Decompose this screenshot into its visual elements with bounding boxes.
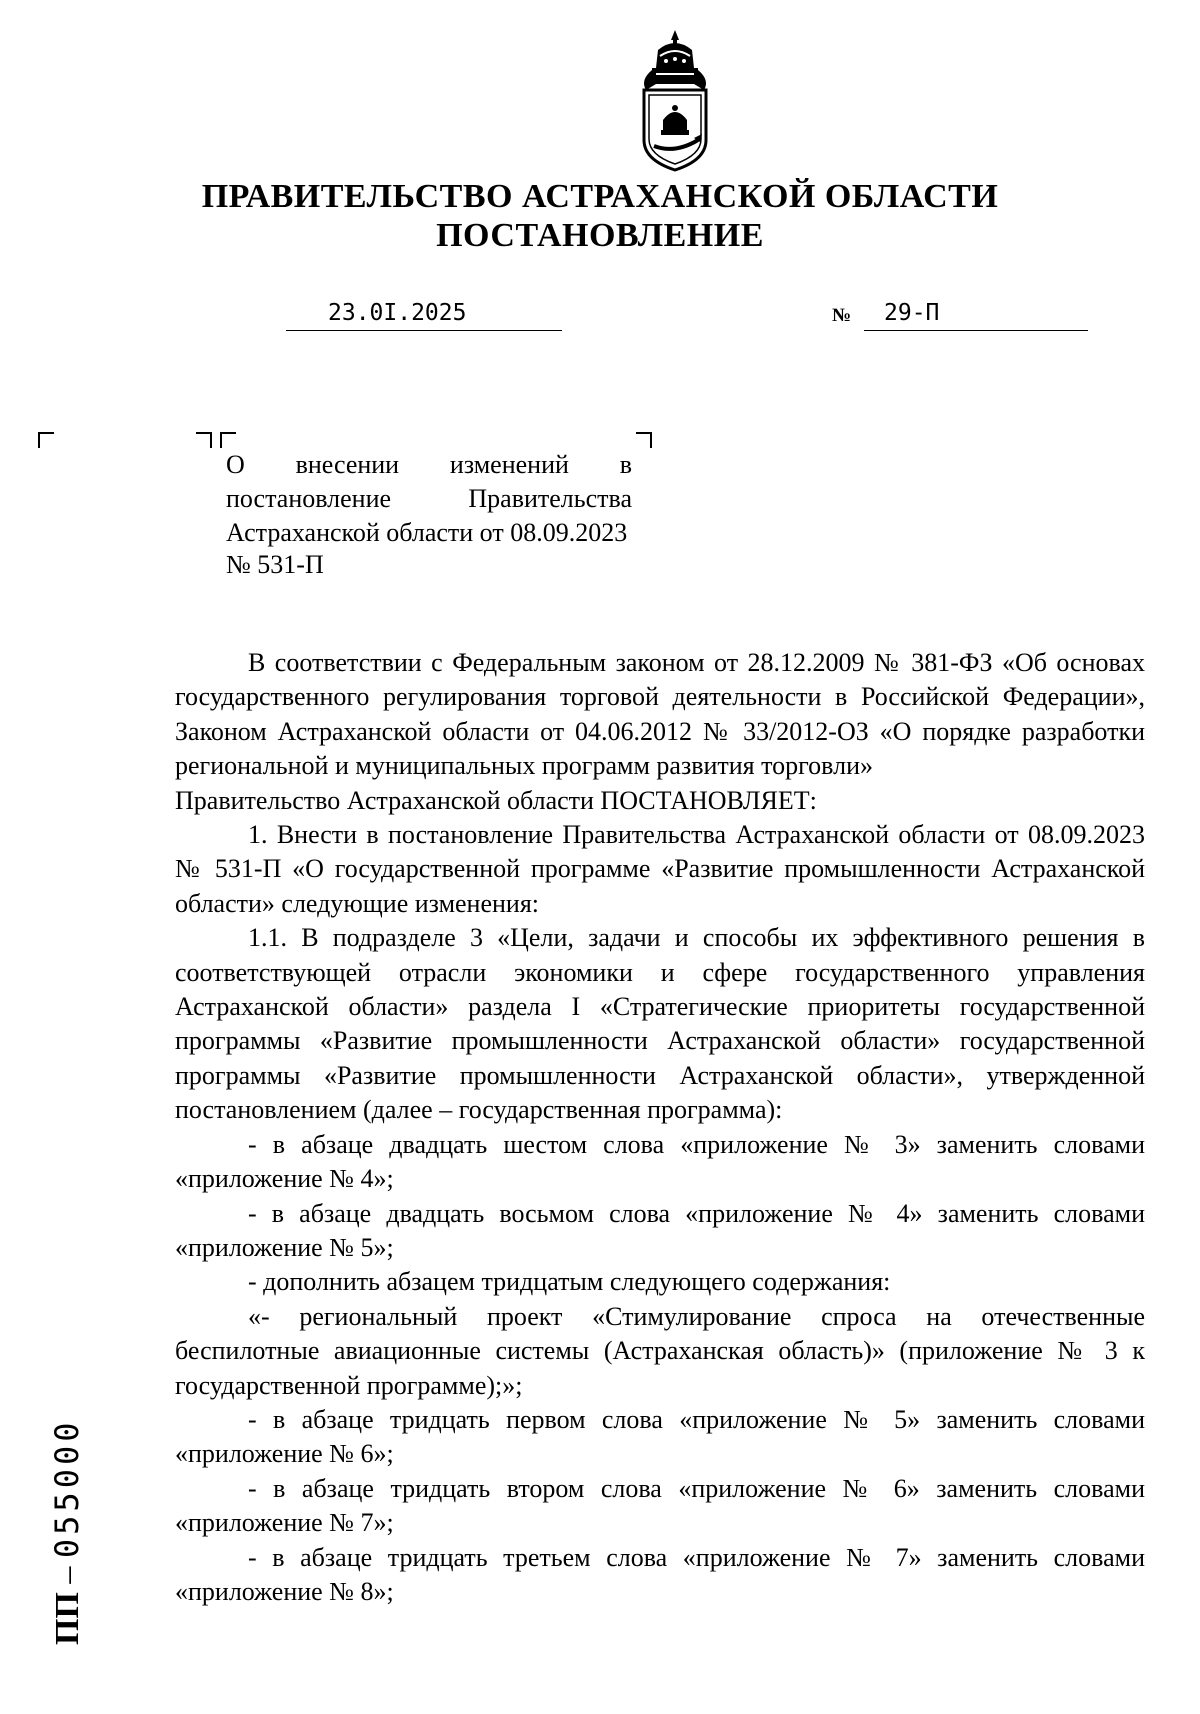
government-title: ПРАВИТЕЛЬСТВО АСТРАХАНСКОЙ ОБЛАСТИ <box>201 178 999 215</box>
number-field <box>864 300 1088 331</box>
resolves-paragraph: Правительство Астраханской области ПОСТАНОВЛЯЕТ: <box>175 785 817 815</box>
document-type-title: ПОСТАНОВЛЕНИЕ <box>436 217 764 254</box>
document-body <box>175 646 1145 1609</box>
item-1-1-paragraph: 1.1. В подразделе 3 «Цели, задачи и способы их эффективного решения в соответствующей отрасли экономики и сфере государственного управления Астраханской области» раздела I «Стратегические приоритеты государственной программы «Развитие промышленности Астраханской области» государственной программы «Развитие промышленности Астраханской области», утвержденной постановлением (далее – государственная программа): <box>175 923 1145 1125</box>
subject-corner-right <box>636 432 652 448</box>
form-serial: 055000 <box>48 1418 86 1559</box>
subject-text: О внесении изменений в постановление Правительства Астраханской области от 08.09.2023 <box>226 450 632 547</box>
quoted-addition: «- региональный проект «Стимулирование спроса на отечественные беспилотные авиационные системы (Астраханская область)» (приложение № 3 к государственной программе);»; <box>175 1301 1145 1400</box>
coat-of-arms-icon <box>630 28 720 178</box>
date-field <box>286 300 562 331</box>
preamble-paragraph: В соответствии с Федеральным законом от 28.12.2009 № 381-ФЗ «Об основах государственного регулирования торговой деятельности в Российской Федерации», Законом Астраханской области от 04.06.2012 № 33/2012-ОЗ «О порядке разработки региональной и муниципальных программ развития торговли» <box>175 648 1145 781</box>
form-series: ПП <box>49 1592 86 1645</box>
number-label: № <box>832 305 852 326</box>
amendment-item: - в абзаце двадцать восьмом слова «приложение № 4» заменить словами «приложение № 5»; <box>175 1198 1145 1262</box>
corner-mark-top-right <box>196 432 212 448</box>
document-number: 29-П <box>884 300 940 326</box>
amendment-item: - в абзаце тридцать первом слова «приложение № 5» заменить словами «приложение № 6»; <box>175 1404 1145 1469</box>
subject-number: № 531-П <box>226 550 324 579</box>
form-serial-number: ПП – 055000 <box>48 1418 86 1645</box>
amendment-item: - дополнить абзацем тридцатым следующего содержания: <box>248 1267 891 1297</box>
item-1-paragraph: 1. Внести в постановление Правительства Астраханской области от 08.09.2023 № 531-П «О государственной программе «Развитие промышленности Астраханской области» следующие изменения: <box>175 820 1145 918</box>
document-date: 23.0I.2025 <box>328 300 467 326</box>
amendment-item: - в абзаце двадцать шестом слова «приложение № 3» заменить словами «приложение № 4»; <box>175 1129 1145 1194</box>
subject-corner-left <box>220 432 236 448</box>
amendment-item: - в абзаце тридцать втором слова «приложение № 6» заменить словами «приложение № 7»; <box>175 1473 1145 1538</box>
corner-mark-top-left <box>38 432 54 448</box>
amendment-item: - в абзаце тридцать третьем слова «приложение № 7» заменить словами «приложение № 8»; <box>175 1542 1145 1606</box>
